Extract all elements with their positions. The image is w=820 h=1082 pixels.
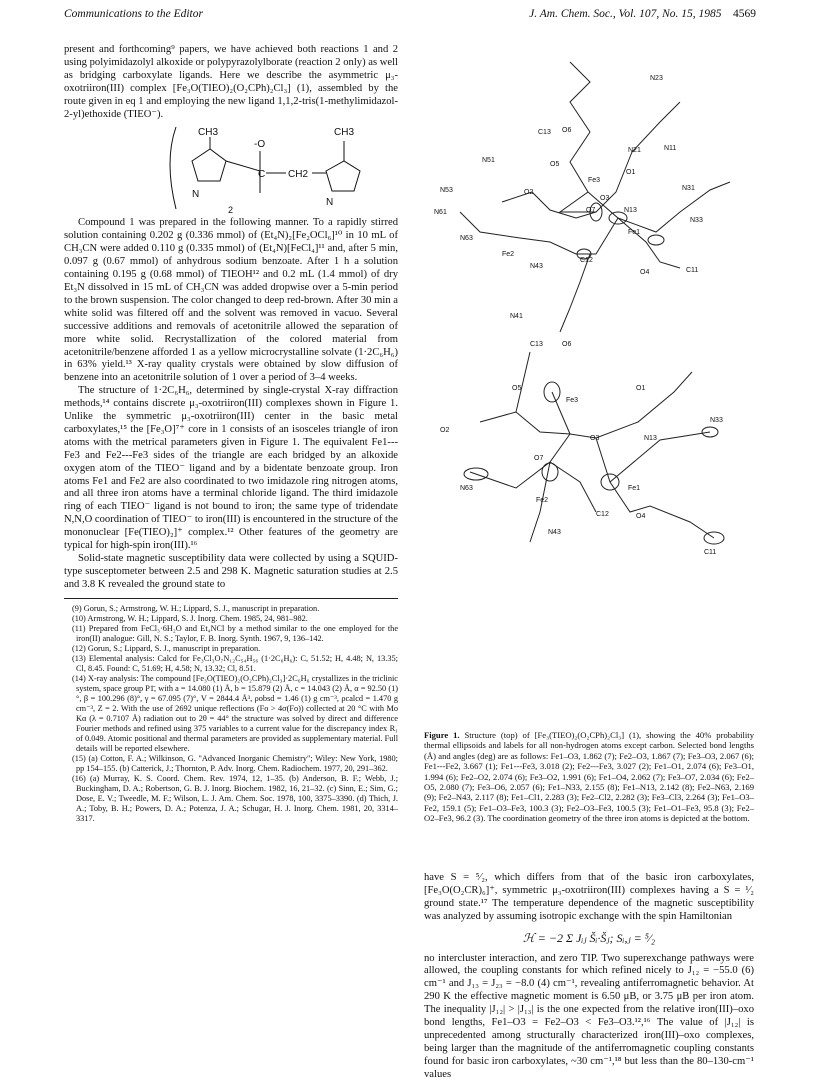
top-atom-label-c12: C12 xyxy=(580,257,593,264)
struct-ch3-left: CH3 xyxy=(198,127,219,139)
header-citation xyxy=(529,8,756,20)
bottom-atom-label-fe3: Fe3 xyxy=(566,397,579,404)
header-section-title: Communications to the Editor xyxy=(64,8,203,20)
footnote-11: (11) Prepared from FeCl₃·6H₂O and Et₄NCl by a method similar to the one employed for the iron(II) analogue: Gill, N. S.; Taylor, F. B. Inorg. Synth. 1967, 9, 136–142. xyxy=(72,623,398,643)
figure-1-crystal-structure xyxy=(420,42,760,732)
struct-n-left: N xyxy=(192,189,200,201)
footnote-16: (16) (a) Murray, K. S. Coord. Chem. Rev. 1974, 12, 1–35. (b) Anderson, B. F.; Webb, J.; Buckingham, D. A.; Robertson, G. B. J. Inorg. Biochem. 1982, 16, 21–32. (c) Sinn, E.; Sim, G.; Dose, E. V.; Tweedle, M. F.; Wilson, L. J. Am. Chem. Soc. 1978, 100, 3375–3390. (d) Thich, J. A.; Toby, B. H.; Powers, D. A.; Potenza, J. A.; Schugar, H. J. Inorg. Chem. 1981, 20, 3314–3317. xyxy=(72,773,398,823)
top-atom-label-o2: O2 xyxy=(524,189,534,196)
top-atom-label-c13: C13 xyxy=(538,129,551,136)
figure-caption-label: Figure 1. xyxy=(424,730,460,740)
paragraph-synthesis: Compound 1 was prepared in the following manner. To a rapidly stirred solution containing 0.202 g (0.336 mmol) of (Et₄N)₂[Fe₂OCl₆]¹⁰ in 10 mL of CH₃CN were added 0.110 g (0.335 mmol) of (Et₄N)[FeCl₄]¹¹ and, after 5 min, 0.097 g (0.67 mmol) of anhydrous sodium benzoate. After 1 h a solution containing 0.195 g (0.68 mmol) of TIEOH¹² and 0.2 mL (1.4 mmol) of dry Et₃N dissolved in 15 mL of CH₃CN was added dropwise over a 5-min period to the brown suspension. The color changed to deep red-brown. After 30 min a white solid was filtered off and the solvent was removed in vacuo. Several successive additions and removals of acetonitrile allowed the separation of more white solid. Recrystallization of the colored material from acetonitrile/benzene afforded 1 as a yellow microcrystalline solvate (1·2C₆H₆) in 63% yield.¹³ X-ray quality crystals were obtained by slow diffusion of benzene into an acetonitrile solution of 1 over a period of 3–4 weeks. xyxy=(64,217,398,384)
paragraph-coupling: no intercluster interaction, and zero TIP. Two superexchange pathways were allowed, the coupling constants for which refined nicely to J₁₂ = −55.0 (6) cm⁻¹ and J₁₃ = J₂₃ = −8.0 (4) cm⁻¹, revealing antiferromagnetic behavior. At 290 K the effective magnetic moment is 6.50 μB, or 3.75 μB per iron atom. The inequality |J₁₂| > |J₁₃| is the one expected from the relative iron(III)–oxo bond lengths, Fe1–O3 = Fe2–O3 < Fe3–O3.¹²,¹⁶ The value of |J₁₂| is unprecedented among structurally characterized iron(III)–oxo complexes, being larger than the magnitude of the antiferromagnetic coupling constants found for basic iron carboxylates, ~30 cm⁻¹,¹⁸ but less than the 80–130-cm⁻¹ values xyxy=(424,952,754,1080)
left-column xyxy=(64,44,398,824)
top-structure-bonds xyxy=(460,62,730,332)
struct-n-right: N xyxy=(326,197,334,209)
top-atom-label-o5: O5 xyxy=(550,161,560,168)
bottom-atom-label-o2: O2 xyxy=(440,427,450,434)
struct-carbon: C xyxy=(258,169,266,181)
top-atom-label-n23: N23 xyxy=(650,75,663,82)
top-atom-label-n61: N61 xyxy=(434,209,447,216)
page-number: 4569 xyxy=(733,8,756,20)
top-atom-label-fe3: Fe3 xyxy=(588,177,601,184)
top-atom-label-fe2: Fe2 xyxy=(502,251,515,258)
bottom-atom-label-o1: O1 xyxy=(636,385,646,392)
footnote-12: (12) Gorun, S.; Lippard, S. J., manuscript in preparation. xyxy=(72,643,261,653)
footnote-9: (9) Gorun, S.; Armstrong, W. H.; Lippard, S. J., manuscript in preparation. xyxy=(72,603,320,613)
top-atom-label-o7: O7 xyxy=(586,207,596,214)
right-column xyxy=(424,872,754,1082)
footnote-list xyxy=(64,604,398,824)
bottom-atom-label-n33: N33 xyxy=(710,417,723,424)
paragraph-intro: present and forthcoming⁹ papers, we have achieved both reactions 1 and 2 using polyimidazolyl alkoxide or polypyrazolylborate (reaction 2 only) as well as bridging carboxylate ligands. Here we describe the asymmetric μ₃-oxotriiron(III) complex [Fe₃O(TIEO)₂(O₂CPh)₂Cl₃] (1), assembled by the route given in eq 1 and employing the new ligand 1,1,2-tris(1-methylimidazol-2-yl)ethoxide (TIEO⁻). xyxy=(64,44,398,120)
top-atom-label-n51: N51 xyxy=(482,157,495,164)
footnote-14: (14) X-ray analysis: The compound [Fe₃O(TIEO)₂(O₂CPh)₂Cl₃]·2C₆H₆ crystallizes in the triclinic system, space group P1̄, with a = 14.080 (1) Å, b = 15.879 (2) Å, c = 14.043 (2) Å, α = 92.50 (1)°, β = 100.296 (8)°, γ = 67.095 (7)°, V = 2844.4 Å³, ρobsd = 1.46 (1) g cm⁻³, ρcalcd = 1.470 g cm⁻³, Z = 2. With the use of 2692 unique reflections (Fo > 4σ(Fo)) collected at 20 °C with Mo Kα (λ = 0.7107 Å) radiation out to 2θ = 44° the structure was solved by direct and difference Fourier methods and refined using 375 variables to a current value for the discrepancy index R₁ of 0.049. Atomic positional and thermal parameters are provided as supplementary material. Full details will be reported elsewhere. xyxy=(72,673,398,753)
bottom-atom-label-fe1: Fe1 xyxy=(628,485,641,492)
struct-oxygen: -O xyxy=(254,139,266,151)
bottom-atom-label-o4: O4 xyxy=(636,513,646,520)
bottom-atom-label-o3: O3 xyxy=(590,435,600,442)
top-atom-label-n33: N33 xyxy=(690,217,703,224)
bottom-atom-label-c13: C13 xyxy=(530,341,543,348)
bottom-atom-label-fe2: Fe2 xyxy=(536,497,549,504)
figure-caption-text: Structure (top) of [Fe₃(TIEO)₂(O₂CPh)₂Cl₃] (1), showing the 40% probability thermal ellipsoids and labels for all non-hydrogen atoms except carbon. Selected bond lengths (Å) and angles (deg) are as follows: Fe1–O3, 1.862 (7); Fe2–O3, 1.867 (7); Fe3–O3, 2.067 (6); Fe1---Fe2, 3.667 (1); Fe1---Fe3, 3.018 (2); Fe2---Fe3, 3.027 (2); Fe1–O1, 2.074 (6); Fe3–O1, 1.994 (6); Fe2–O2, 2.074 (6); Fe3–O2, 1.991 (6); Fe1–O4, 2.062 (7); Fe3–O7, 2.034 (6); Fe2–O5, 2.080 (7); Fe3–O6, 2.057 (6); Fe1–N33, 2.155 (8); Fe1–N13, 2.142 (8); Fe2–N63, 2.169 (9); Fe2–N43, 2.117 (8); Fe1–Cl1, 2.283 (3); Fe2–Cl2, 2.282 (3); Fe3–Cl3, 2.264 (3); Fe1–O3–Fe2, 159.1 (5); Fe1–O3–Fe3, 100.3 (3); Fe2–O3–Fe3, 100.5 (3); Fe1–O1–Fe3, 95.8 (3); Fe2–O2–Fe3, 96.2 (3). The coordination geometry of the three iron atoms is depicted at the bottom. xyxy=(424,730,754,824)
top-atom-label-n31: N31 xyxy=(682,185,695,192)
bottom-atom-label-c12: C12 xyxy=(596,511,609,518)
paragraph-ground-state: have S = ⁵⁄₂, which differs from that of the basic iron carboxylates, [Fe₃O(O₂CR)₆]⁺, symmetric μ₃-oxotriiron(III) complexes having a S = ¹⁄₂ ground state.¹⁷ The temperature dependence of the magnetic susceptibility was analyzed by assuming isotropic exchange with the spin Hamiltonian xyxy=(424,872,754,922)
top-atom-label-o1: O1 xyxy=(626,169,636,176)
footnote-rule xyxy=(64,598,398,599)
struct-ch3-right: CH3 xyxy=(334,127,355,139)
top-atom-label-c11: C11 xyxy=(686,267,699,274)
top-atom-label-o4: O4 xyxy=(640,269,650,276)
top-atom-label-o6: O6 xyxy=(562,127,572,134)
bottom-atom-label-n43: N43 xyxy=(548,529,561,536)
top-atom-label-n63: N63 xyxy=(460,235,473,242)
running-header xyxy=(64,8,756,24)
spin-hamiltonian-equation: ℋ = −2 Σ Jᵢⱼ Šᵢ·Šⱼ; Sᵢ,ⱼ = ⁵⁄₂ xyxy=(522,930,656,945)
bottom-atom-label-o6: O6 xyxy=(562,341,572,348)
top-atom-label-n53: N53 xyxy=(440,187,453,194)
top-atom-label-n13: N13 xyxy=(624,207,637,214)
figure-caption xyxy=(424,730,754,824)
top-atom-label-o3: O3 xyxy=(600,195,610,202)
bottom-atom-label-o7: O7 xyxy=(534,455,544,462)
journal-citation: J. Am. Chem. Soc., Vol. 107, No. 15, 1985 xyxy=(529,8,722,20)
bottom-atom-label-o5: O5 xyxy=(512,385,522,392)
top-atom-label-fe1: Fe1 xyxy=(628,229,641,236)
top-atom-label-n41: N41 xyxy=(510,313,523,320)
paragraph-magnetic: Solid-state magnetic susceptibility data were collected by using a SQUID-type susceptometer between 2.5 and 298 K. Magnetic saturation studies at 2.5 and 3.8 K revealed the ground state to xyxy=(64,553,398,590)
struct-subscript: 2 xyxy=(228,205,234,216)
bottom-atom-label-c11: C11 xyxy=(704,549,717,556)
tieo-structure-drawing xyxy=(64,121,398,217)
paragraph-structure: The structure of 1·2C₆H₆, determined by single-crystal X-ray diffraction methods,¹⁴ contains discrete μ₃-oxotriiron(III) complexes shown in Figure 1. Unlike the symmetric μ₃-oxotriiron(III) center in the basic metal carboxylates,¹⁵ the [Fe₃O]⁷⁺ core in 1 consists of an isosceles triangle of iron atoms with the metrical parameters given in Figure 1. The equivalent Fe1---Fe3 and Fe2---Fe3 sides of the triangle are each bridged by an alkoxide oxygen atom of the TIEO⁻ ligand and by a bidentate benzoate group. Iron atoms Fe1 and Fe2 are also coordinated to two imidazole ring nitrogen atoms, and all three iron atoms have a terminal chloride ligand. The third imidazole ring of each TIEO⁻ ligand is not bound to iron; the same type of tridendate N,N,O coordination of TIEO⁻ to iron(III) is encountered in the structure of the mononuclear [Fe(TIEO)₂]⁺ complex.¹² Other features of the geometry are typical for high-spin iron(III).¹⁶ xyxy=(64,385,398,552)
top-atom-label-n11: N11 xyxy=(664,145,677,152)
top-atom-label-n43: N43 xyxy=(530,263,543,270)
bottom-structure-bonds xyxy=(464,352,724,544)
bottom-atom-label-n13: N13 xyxy=(644,435,657,442)
footnote-15: (15) (a) Cotton, F. A.; Wilkinson, G. "Advanced Inorganic Chemistry"; Wiley: New York, 1980; pp 154–155. (b) Catterick, J.; Thornton, P. Adv. Inorg. Chem. Radiochem. 1977, 20, 291–362. xyxy=(72,753,398,773)
footnote-10: (10) Armstrong, W. H.; Lippard, S. J. Inorg. Chem. 1985, 24, 981–982. xyxy=(72,613,308,623)
bottom-atom-label-n63: N63 xyxy=(460,485,473,492)
footnote-13: (13) Elemental analysis: Calcd for Fe₃Cl₃O₇N₁₂C₅₄H₅₆ (1·2C₆H₆): C, 51.52; H, 4.48; N, 13.35; Cl, 8.45. Found: C, 51.69; H, 4.58; N, 13.32; Cl, 8.51. xyxy=(72,653,398,673)
struct-ch2: CH2 xyxy=(288,169,309,181)
top-atom-label-n21: N21 xyxy=(628,147,641,154)
